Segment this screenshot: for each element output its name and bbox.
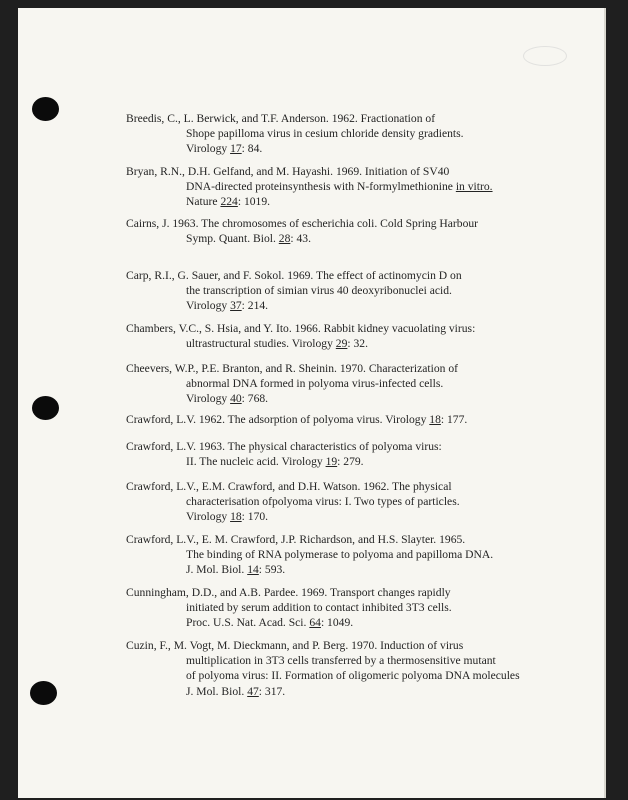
binder-hole-middle (32, 396, 59, 420)
reference-entry (126, 268, 594, 314)
reference-entry (126, 111, 594, 157)
volume-number: 40 (230, 392, 242, 406)
reference-line: DNA-directed proteinsynthesis with N-formylmethionine in vitro. (186, 180, 493, 194)
journal-citation: Virology 37: 214. (186, 299, 269, 313)
reference-line: Carp, R.I., G. Sauer, and F. Sokol. 1969. The effect of actinomycin D on (126, 269, 462, 282)
binder-hole-top (32, 97, 59, 121)
reference-line: Cuzin, F., M. Vogt, M. Dieckmann, and P. Berg. 1970. Induction of virus (126, 639, 464, 652)
volume-number: 14 (247, 563, 259, 577)
reference-entry (126, 585, 594, 631)
reference-line: the transcription of simian virus 40 deoxyribonuclei acid. (186, 284, 452, 298)
reference-entry (126, 216, 594, 246)
reference-entry (126, 321, 594, 351)
reference-line: Cunningham, D.D., and A.B. Pardee. 1969. Transport changes rapidly (126, 586, 451, 599)
volume-number: 47 (247, 684, 259, 698)
reference-entry (126, 164, 594, 210)
underlined-term: in vitro. (455, 180, 493, 194)
reference-line: Crawford, L.V., E.M. Crawford, and D.H. Watson. 1962. The physical (126, 480, 452, 493)
journal-citation: II. The nucleic acid. Virology 19: 279. (186, 455, 364, 469)
volume-number: 17 (230, 142, 242, 156)
volume-number: 19 (325, 455, 338, 469)
reference-entry (126, 479, 594, 525)
reference-line: Chambers, V.C., S. Hsia, and Y. Ito. 1966. Rabbit kidney vacuolating virus: (126, 322, 476, 335)
journal-citation: Nature 224: 1019. (186, 195, 271, 209)
volume-number: 18 (230, 510, 242, 524)
journal-citation: Virology 18: 170. (186, 510, 269, 524)
volume-number: 37 (230, 299, 242, 313)
volume-number: 29 (335, 337, 348, 351)
reference-line: multiplication in 3T3 cells transferred by a thermosensitive mutant (186, 654, 496, 668)
journal-citation: ultrastructural studies. Virology 29: 32. (186, 337, 369, 351)
journal-citation: J. Mol. Biol. 14: 593. (186, 563, 286, 577)
volume-number: 64 (309, 616, 321, 630)
reference-line: abnormal DNA formed in polyoma virus-infected cells. (186, 377, 444, 391)
journal-citation: Crawford, L.V. 1962. The adsorption of polyoma virus. Virology 18: 177. (126, 413, 468, 426)
reference-line: Bryan, R.N., D.H. Gelfand, and M. Hayashi. 1969. Initiation of SV40 (126, 165, 450, 178)
journal-citation: Virology 17: 84. (186, 142, 263, 156)
reference-entry (126, 412, 594, 427)
reference-line: characterisation ofpolyoma virus: I. Two types of particles. (186, 495, 460, 509)
journal-citation: Virology 40: 768. (186, 392, 269, 406)
journal-citation: Proc. U.S. Nat. Acad. Sci. 64: 1049. (186, 616, 354, 630)
volume-number: 18 (429, 413, 441, 426)
reference-entry (126, 361, 594, 407)
reference-entry (126, 532, 594, 578)
reference-line: Shope papilloma virus in cesium chloride density gradients. (186, 127, 464, 141)
journal-citation: J. Mol. Biol. 47: 317. (186, 684, 286, 698)
binder-hole-bottom (30, 681, 57, 705)
document-page (18, 8, 606, 798)
reference-line: of polyoma virus: II. Formation of oligomeric polyoma DNA molecules (186, 669, 520, 683)
volume-number: 28 (278, 232, 291, 246)
reference-entry (126, 638, 594, 699)
reference-line: Breedis, C., L. Berwick, and T.F. Anderson. 1962. Fractionation of (126, 112, 436, 125)
reference-line: Cairns, J. 1963. The chromosomes of escherichia coli. Cold Spring Harbour (126, 217, 479, 230)
reference-entry (126, 439, 594, 469)
reference-line: initiated by serum addition to contact inhibited 3T3 cells. (186, 601, 452, 615)
reference-line: The binding of RNA polymerase to polyoma and papilloma DNA. (186, 548, 494, 562)
volume-number: 224 (220, 195, 238, 209)
reference-line: Crawford, L.V. 1963. The physical characteristics of polyoma virus: (126, 440, 442, 453)
reference-line: Crawford, L.V., E. M. Crawford, J.P. Richardson, and H.S. Slayter. 1965. (126, 533, 466, 546)
reference-line: Cheevers, W.P., P.E. Branton, and R. Sheinin. 1970. Characterization of (126, 362, 458, 375)
pencil-mark (523, 46, 567, 66)
journal-citation: Symp. Quant. Biol. 28: 43. (186, 232, 311, 246)
